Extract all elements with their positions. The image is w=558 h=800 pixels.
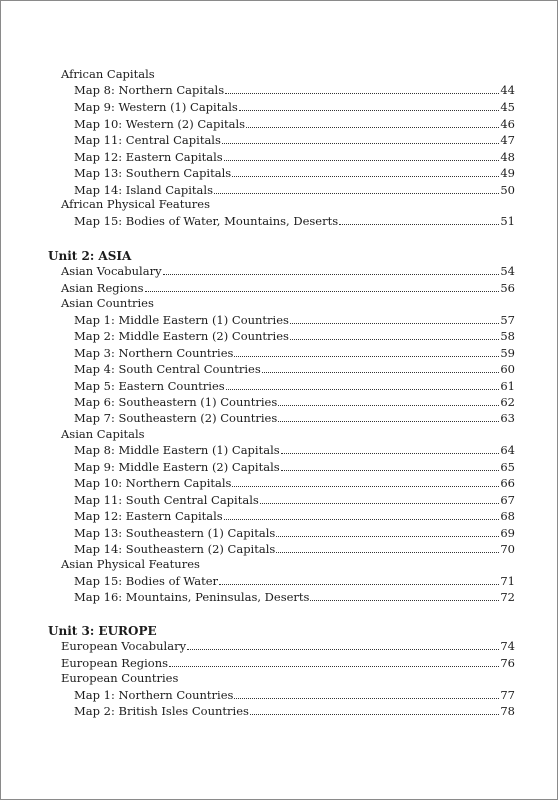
entry-label: Map 2: British Isles Countries — [74, 704, 249, 718]
dot-leader — [278, 404, 499, 406]
page-number: 78 — [500, 704, 515, 718]
dot-leader — [222, 142, 499, 144]
entry-label: Map 6: Southeastern (1) Countries — [74, 395, 278, 409]
toc-entry[interactable] — [74, 377, 515, 393]
page-number: 74 — [500, 639, 515, 653]
section-heading-african-capitals: African Capitals — [61, 67, 155, 81]
entry-label: Map 4: South Central Countries — [74, 362, 261, 376]
entry-label: Map 7: Southeastern (2) Countries — [74, 411, 278, 425]
toc-entry[interactable] — [74, 164, 515, 180]
dot-leader — [225, 92, 499, 94]
page-number: 76 — [500, 656, 515, 670]
dot-leader — [290, 322, 499, 324]
page-number: 77 — [500, 688, 515, 702]
toc-entry[interactable] — [74, 572, 515, 588]
page-number: 57 — [500, 313, 515, 327]
page-number: 64 — [500, 443, 515, 457]
toc-entry[interactable] — [61, 279, 515, 295]
entry-label: Map 13: Southeastern (1) Capitals — [74, 526, 276, 540]
entry-label: Asian Regions — [61, 281, 144, 295]
toc-entry[interactable] — [74, 588, 515, 604]
toc-entry[interactable] — [74, 393, 515, 409]
page-number: 54 — [500, 264, 515, 278]
page-number: 71 — [500, 574, 515, 588]
dot-leader — [250, 713, 499, 715]
entry-label: Map 2: Middle Eastern (2) Countries — [74, 329, 289, 343]
page-number: 61 — [500, 379, 515, 393]
toc-entry[interactable] — [61, 654, 515, 670]
toc-entry[interactable] — [74, 344, 515, 360]
toc-entry[interactable] — [74, 115, 515, 131]
toc-entry[interactable] — [74, 181, 515, 197]
page-number: 58 — [500, 329, 515, 343]
page-number: 69 — [500, 526, 515, 540]
dot-leader — [234, 697, 499, 699]
entry-label: Map 15: Bodies of Water — [74, 574, 219, 588]
dot-leader — [169, 665, 499, 667]
toc-entry[interactable] — [74, 474, 515, 490]
toc-entry[interactable] — [74, 507, 515, 523]
dot-leader — [310, 599, 499, 601]
page-number: 51 — [500, 214, 515, 228]
page-number: 47 — [500, 133, 515, 147]
entry-label: Map 12: Eastern Capitals — [74, 150, 223, 164]
toc-entry[interactable] — [74, 491, 515, 507]
entry-label: Asian Vocabulary — [61, 264, 162, 278]
page-number: 70 — [500, 542, 515, 556]
dot-leader — [224, 518, 500, 520]
unit-heading-europe: Unit 3: EUROPE — [48, 624, 157, 638]
page-number: 59 — [500, 346, 515, 360]
dot-leader — [145, 290, 500, 292]
toc-entry[interactable] — [74, 441, 515, 457]
toc-entry[interactable] — [61, 637, 515, 653]
entry-label: Map 9: Western (1) Capitals — [74, 100, 238, 114]
section-heading-asian-countries: Asian Countries — [61, 296, 154, 310]
entry-label: Map 11: Central Capitals — [74, 133, 221, 147]
entry-label: Map 9: Middle Eastern (2) Capitals — [74, 460, 280, 474]
toc-entry[interactable] — [74, 81, 515, 97]
page-number: 62 — [500, 395, 515, 409]
entry-label: European Regions — [61, 656, 169, 670]
page-number: 48 — [500, 150, 515, 164]
dot-leader — [262, 371, 500, 373]
dot-leader — [214, 192, 499, 194]
dot-leader — [232, 485, 499, 487]
dot-leader — [290, 338, 499, 340]
toc-entry[interactable] — [74, 148, 515, 164]
dot-leader — [278, 420, 499, 422]
dot-leader — [234, 355, 499, 357]
dot-leader — [339, 223, 499, 225]
entry-label: Map 1: Middle Eastern (1) Countries — [74, 313, 289, 327]
toc-entry[interactable] — [74, 360, 515, 376]
unit-heading-asia: Unit 2: ASIA — [48, 249, 132, 263]
page-number: 50 — [500, 183, 515, 197]
entry-label: Map 14: Island Capitals — [74, 183, 213, 197]
toc-entry[interactable] — [74, 540, 515, 556]
page-number: 60 — [500, 362, 515, 376]
dot-leader — [239, 109, 500, 111]
entry-label: Map 5: Eastern Countries — [74, 379, 225, 393]
toc-entry[interactable] — [74, 131, 515, 147]
toc-entry[interactable] — [74, 327, 515, 343]
entry-label: Map 1: Northern Countries — [74, 688, 234, 702]
page-number: 46 — [500, 117, 515, 131]
page-number: 49 — [500, 166, 515, 180]
dot-leader — [187, 648, 499, 650]
dot-leader — [281, 469, 500, 471]
toc-entry[interactable] — [74, 98, 515, 114]
dot-leader — [281, 452, 500, 454]
entry-label: Map 13: Southern Capitals — [74, 166, 232, 180]
entry-label: Map 16: Mountains, Peninsulas, Deserts — [74, 590, 310, 604]
page-number: 72 — [500, 590, 515, 604]
dot-leader — [224, 159, 500, 161]
toc-entry[interactable] — [74, 311, 515, 327]
page-number: 66 — [500, 476, 515, 490]
entry-label: Map 15: Bodies of Water, Mountains, Deserts — [74, 214, 339, 228]
dot-leader — [232, 175, 499, 177]
dot-leader — [246, 126, 499, 128]
dot-leader — [226, 388, 500, 390]
page-number: 65 — [500, 460, 515, 474]
entry-label: Map 8: Middle Eastern (1) Capitals — [74, 443, 280, 457]
toc-entry[interactable] — [74, 524, 515, 540]
toc-entry[interactable] — [74, 458, 515, 474]
dot-leader — [276, 535, 499, 537]
toc-entry[interactable] — [74, 409, 515, 425]
entry-label: Map 8: Northern Capitals — [74, 83, 225, 97]
toc-entry[interactable] — [74, 702, 515, 718]
section-heading-asian-capitals: Asian Capitals — [61, 427, 145, 441]
toc-entry[interactable] — [74, 686, 515, 702]
section-heading-european-countries: European Countries — [61, 671, 179, 685]
toc-entry[interactable] — [61, 262, 515, 278]
entry-label: Map 14: Southeastern (2) Capitals — [74, 542, 276, 556]
section-heading-african-physical-features: African Physical Features — [61, 197, 210, 211]
page-number: 44 — [500, 83, 515, 97]
entry-label: Map 12: Eastern Capitals — [74, 509, 223, 523]
dot-leader — [219, 583, 499, 585]
dot-leader — [163, 273, 500, 275]
page-number: 56 — [500, 281, 515, 295]
page-number: 67 — [500, 493, 515, 507]
entry-label: Map 11: South Central Capitals — [74, 493, 259, 507]
page-number: 63 — [500, 411, 515, 425]
dot-leader — [260, 502, 500, 504]
page-number: 68 — [500, 509, 515, 523]
dot-leader — [276, 551, 499, 553]
entry-label: European Vocabulary — [61, 639, 187, 653]
page-number: 45 — [500, 100, 515, 114]
entry-label: Map 10: Western (2) Capitals — [74, 117, 246, 131]
section-heading-asian-physical-features: Asian Physical Features — [61, 557, 200, 571]
entry-label: Map 10: Northern Capitals — [74, 476, 232, 490]
entry-label: Map 3: Northern Countries — [74, 346, 234, 360]
toc-entry[interactable] — [74, 212, 515, 228]
